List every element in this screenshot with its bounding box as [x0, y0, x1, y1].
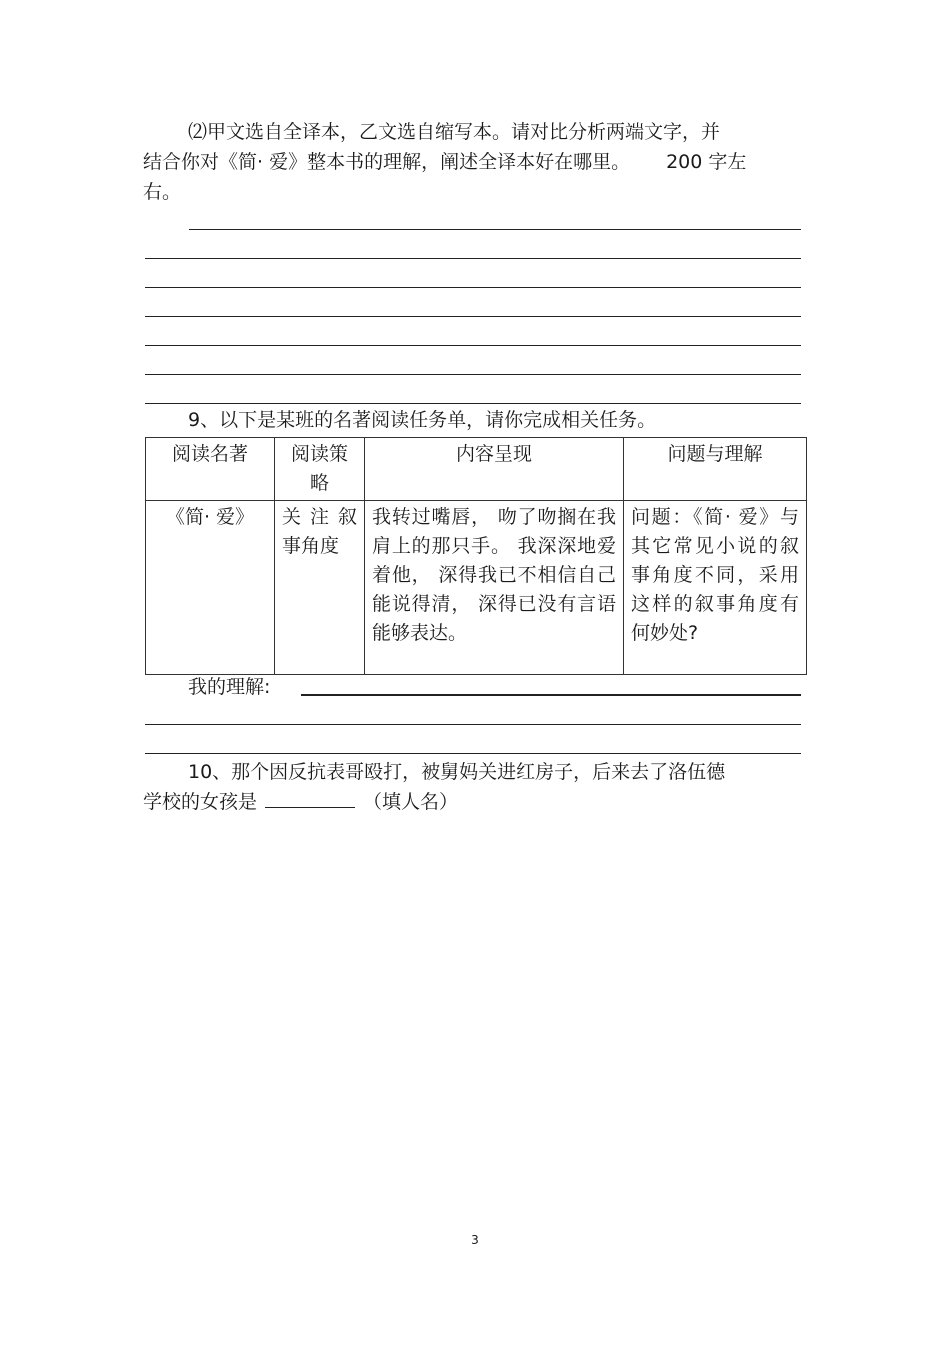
answer-line[interactable] [145, 753, 801, 754]
q8-line2-text: 结合你对《简· 爱》整本书的理解，阐述全译本好在哪里。 [143, 151, 631, 173]
q9-intro [143, 405, 808, 435]
cell-book: 《简· 爱》 [146, 501, 275, 675]
answer-line[interactable] [145, 403, 801, 404]
table-row [146, 501, 807, 675]
header-book: 阅读名著 [146, 438, 275, 501]
q8-line2 [143, 147, 808, 177]
cell-question: 问题：《简· 爱》与其它常见小说的叙事角度不同，采用这样的叙事角度有何妙处? [624, 501, 807, 675]
q10-line2-text: 学校的女孩是 [143, 791, 258, 813]
answer-line[interactable] [145, 345, 801, 346]
q8-line1: ⑵甲文选自全译本，乙文选自缩写本。请对比分析两端文字，并 [188, 121, 721, 143]
answer-line[interactable] [145, 287, 801, 288]
q8-part2-prompt [143, 117, 808, 207]
answer-line[interactable] [145, 724, 801, 725]
page-number: 3 [471, 1233, 479, 1247]
q10-line1: 10、那个因反抗表哥殴打，被舅妈关进红房子，后来去了洛伍德 [188, 761, 726, 783]
header-content: 内容呈现 [365, 438, 624, 501]
q9-intro-text: 9、以下是某班的名著阅读任务单，请你完成相关任务。 [188, 409, 657, 431]
answer-line[interactable] [189, 229, 801, 230]
q10-prompt [143, 757, 808, 817]
answer-line[interactable] [145, 374, 801, 375]
q10-line2 [143, 787, 808, 817]
header-strategy: 阅读策略 [275, 438, 365, 501]
table-header-row [146, 438, 807, 501]
answer-line[interactable] [145, 258, 801, 259]
answer-line[interactable] [145, 316, 801, 317]
q8-line3: 右。 [143, 181, 182, 203]
q10-hint: （填人名） [363, 791, 459, 813]
q8-word-count: 200 字左 [666, 151, 747, 173]
reading-task-table [145, 437, 807, 675]
name-blank[interactable] [265, 789, 355, 808]
cell-strategy: 关注叙事角度 [275, 501, 365, 675]
understanding-label: 我的理解: [188, 676, 271, 698]
header-question: 问题与理解 [624, 438, 807, 501]
understanding-answer-line[interactable] [301, 694, 801, 696]
cell-content: 我转过嘴唇， 吻了吻搁在我肩上的那只手。 我深深地爱着他， 深得我已不相信自己能说得清， 深得已没有言语能够表达。 [365, 501, 624, 675]
